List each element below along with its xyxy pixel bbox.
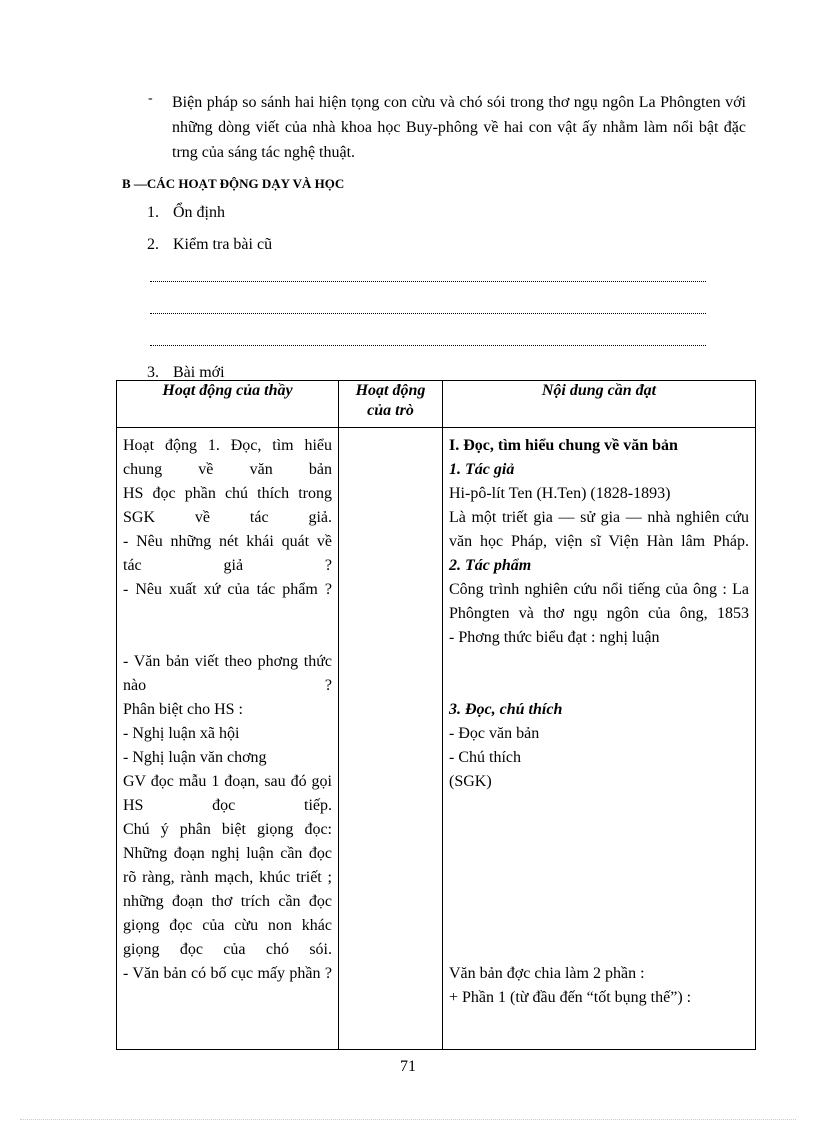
- content-heading: I. Đọc, tìm hiểu chung về văn bản: [449, 437, 678, 454]
- page-number: 71: [400, 1058, 416, 1075]
- numbered-item-2: [147, 236, 272, 254]
- header-teacher: Hoạt động của thầy: [117, 381, 339, 428]
- item-label: Ổn định: [173, 204, 225, 221]
- section-heading: B —CÁC HOẠT ĐỘNG DẠY VÀ HỌC: [122, 176, 345, 191]
- content-subheading: 1. Tác giả: [449, 461, 515, 478]
- item-number: 2.: [147, 236, 159, 253]
- header-content: Nội dung cần đạt: [443, 381, 756, 428]
- teacher-cell: [117, 428, 339, 1050]
- teacher-text: - Nêu những nét khái quát về tác giả ?: [123, 533, 332, 574]
- teacher-text: GV đọc mẫu 1 đoạn, sau đó gọi HS đọc tiếp.: [123, 773, 332, 814]
- teacher-text: - Nghị luận văn chơng: [123, 749, 267, 766]
- item-label: Bài mới: [173, 364, 225, 381]
- teacher-text: - Nghị luận xã hội: [123, 725, 240, 742]
- teacher-text: - Nêu xuất xứ của tác phẩm ?: [123, 581, 332, 598]
- content-text: Là một triết gia — sử gia — nhà nghiên cứu văn học Pháp, viện sĩ Viện Hàn lâm Pháp.: [449, 509, 749, 550]
- teacher-text: HS đọc phần chú thích trong SGK về tác giả.: [123, 485, 332, 526]
- bullet-text: Biện pháp so sánh hai hiện tọng con cừu và chó sói trong thơ ngụ ngôn La Phôngten với những dòng viết của nhà khoa học Buy-phông về hai con vật ấy nhằm làm nổi bật đặc trng của sáng tác nghệ thuật.: [172, 94, 746, 161]
- lesson-table: [116, 380, 756, 1050]
- header-student-line1: Hoạt động: [355, 382, 426, 399]
- content-cell: [443, 428, 756, 1050]
- item-label: Kiểm tra bài cũ: [173, 236, 273, 253]
- content-text: - Phơng thức biểu đạt : nghị luận: [449, 629, 660, 646]
- teacher-text: Phân biệt cho HS :: [123, 701, 243, 718]
- dotted-answer-line: [150, 343, 706, 346]
- table-row: [117, 428, 756, 1050]
- dotted-answer-line: [150, 311, 706, 314]
- item-number: 3.: [147, 364, 159, 381]
- header-student: [339, 381, 443, 428]
- content-subheading: 3. Đọc, chú thích: [449, 701, 563, 718]
- content-text: + Phần 1 (từ đầu đến “tốt bụng thế”) :: [449, 989, 692, 1006]
- teacher-text: - Văn bản có bố cục mấy phần ?: [123, 965, 332, 982]
- header-student-line2: của trò: [367, 402, 414, 419]
- content-text: - Đọc văn bản: [449, 725, 540, 742]
- content-text: - Chú thích: [449, 749, 521, 766]
- teacher-text: - Văn bản viết theo phơng thức nào ?: [123, 653, 332, 694]
- content-text: Văn bản đợc chia làm 2 phần :: [449, 965, 645, 982]
- teacher-text: Hoạt động 1. Đọc, tìm hiểu chung về văn bản: [123, 437, 332, 478]
- content-text: (SGK): [449, 773, 492, 790]
- content-subheading: 2. Tác phẩm: [449, 557, 532, 574]
- item-number: 1.: [147, 204, 159, 221]
- footer-divider: [20, 1118, 796, 1120]
- table-header-row: [117, 381, 756, 428]
- dotted-answer-line: [150, 279, 706, 282]
- content-text: Công trình nghiên cứu nổi tiếng của ông : La Phôngten và thơ ngụ ngôn của ông, 1853: [449, 581, 749, 622]
- numbered-item-1: [147, 204, 225, 222]
- content-text: Hi-pô-lít Ten (H.Ten) (1828-1893): [449, 485, 671, 502]
- student-cell: [339, 428, 443, 1050]
- teacher-text: Chú ý phân biệt giọng đọc: Những đoạn nghị luận cần đọc rõ ràng, rành mạch, khúc triết ; những đoạn thơ trích cần đọc giọng đọc của cừu non khác giọng đọc của chó sói.: [123, 821, 332, 958]
- bullet-mark: -: [148, 91, 153, 106]
